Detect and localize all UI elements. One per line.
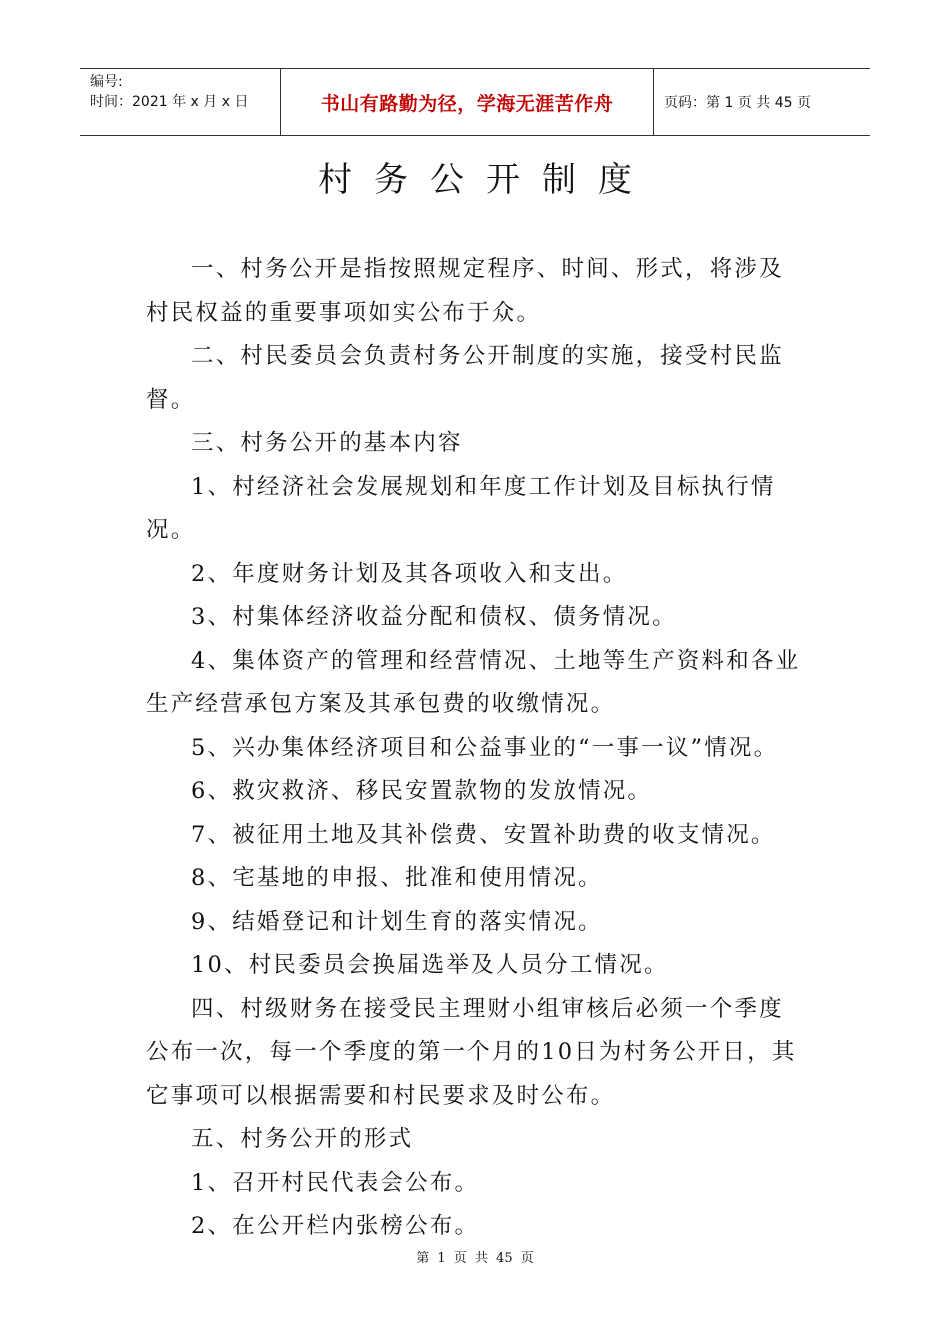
paragraph: 三、村务公开的基本内容: [191, 430, 463, 456]
header-motto-cell: [280, 69, 654, 135]
paragraph: 10、村民委员会换届选举及人员分工情况。: [191, 952, 669, 978]
document-body: [146, 248, 806, 1249]
paragraph: 8、宅基地的申报、批准和使用情况。: [191, 865, 603, 891]
paragraph: 1、村经济社会发展规划和年度工作计划及目标执行情况。: [146, 473, 776, 543]
paragraph: 3、村集体经济收益分配和债权、债务情况。: [191, 604, 677, 630]
document-number-label: 编号:: [90, 74, 123, 90]
document-header: [80, 68, 870, 136]
paragraph: 二、村民委员会负责村务公开制度的实施，接受村民监督。: [146, 343, 784, 413]
paragraph: 五、村务公开的形式: [191, 1126, 414, 1152]
paragraph: 四、村级财务在接受民主理财小组审核后必须一个季度公布一次，每一个季度的第一个月的10日为村务公开日，其它事项可以根据需要和村民要求及时公布。: [146, 995, 797, 1109]
paragraph: 9、结婚登记和计划生育的落实情况。: [191, 908, 603, 935]
page-footer: 第 1 页 共 45 页: [416, 1251, 534, 1266]
paragraph: 4、集体资产的管理和经营情况、土地等生产资料和各业生产经营承包方案及其承包费的收缴情况。: [146, 647, 801, 717]
paragraph: 2、年度财务计划及其各项收入和支出。: [191, 560, 628, 587]
paragraph: 2、在公开栏内张榜公布。: [191, 1213, 480, 1239]
header-page-info: 页码：第 1 页 共 45 页: [664, 95, 811, 111]
header-motto: 书山有路勤为径，学海无涯苦作舟: [320, 92, 614, 115]
paragraph: 6、救灾救济、移民安置款物的发放情况。: [191, 778, 653, 804]
header-page-cell: [654, 69, 870, 135]
document-time-label: 时间：2021 年 x 月 x 日: [90, 94, 249, 110]
page-title: 村务公开制度: [318, 160, 654, 200]
paragraph: 7、被征用土地及其补偿费、安置补助费的收支情况。: [191, 821, 776, 848]
header-meta-cell: [80, 69, 280, 135]
paragraph: 一、村务公开是指按照规定程序、时间、形式，将涉及村民权益的重要事项如实公布于众。: [146, 256, 784, 326]
paragraph: 1、召开村民代表会公布。: [191, 1169, 480, 1196]
paragraph: 5、兴办集体经济项目和公益事业的“一事一议”情况。: [191, 734, 779, 761]
